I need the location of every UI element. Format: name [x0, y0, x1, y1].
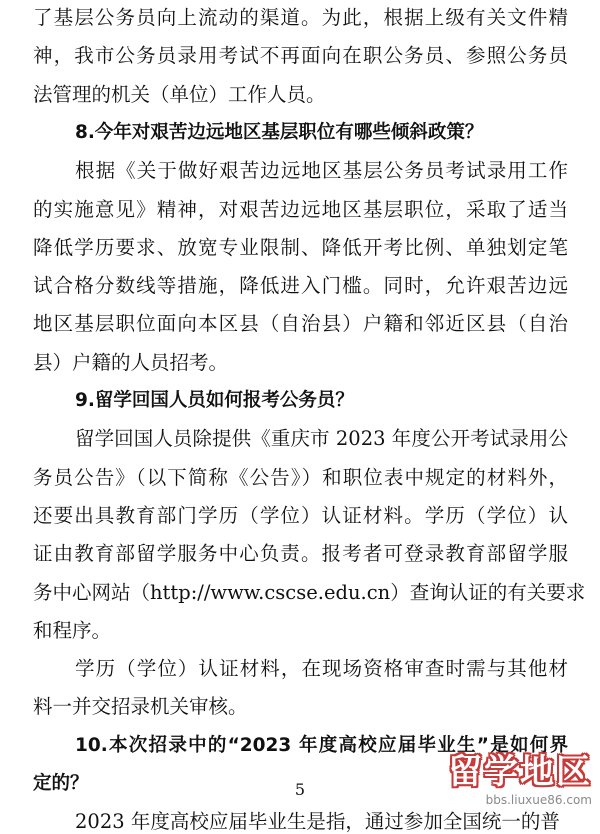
- body-text-line: 降低学历要求、放宽专业限制、降低开考比例、单独划定笔: [33, 235, 568, 259]
- body-text-line: 2023 年度高校应届毕业生是指，通过参加全国统一的普: [75, 810, 560, 834]
- body-text-line: 的实施意见》精神，对艰苦边远地区基层职位，采取了适当: [33, 197, 568, 221]
- section-heading-line: 8.今年对艰苦边远地区基层职位有哪些倾斜政策？: [75, 121, 484, 143]
- body-text-line: 法管理的机关（单位）工作人员。: [33, 82, 326, 106]
- watermark-logo: 留学地区: [448, 752, 592, 792]
- body-text-line: 了基层公务员向上流动的渠道。为此，根据上级有关文件精: [33, 6, 568, 29]
- section-heading-line: 10.本次招录中的“2023 年度高校应届毕业生”是如何界: [75, 734, 568, 756]
- page-number: 5: [294, 780, 306, 799]
- watermark-url: bbs.liuxue86.com: [485, 793, 592, 807]
- body-text-line: 和程序。: [33, 618, 112, 642]
- body-text-line: 学历（学位）认证材料，在现场资格审查时需与其他材: [75, 657, 568, 681]
- site-watermark: [422, 752, 592, 814]
- body-text-line: 还要出具教育部门学历（学位）认证材料。学历（学位）认: [33, 503, 568, 527]
- body-text-line: 留学回国人员除提供《重庆市 2023 年度公开考试录用公: [75, 427, 568, 451]
- body-text-line: 神，我市公务员录用考试不再面向在职公务员、参照公务员: [33, 44, 568, 68]
- section-heading-line: 定的？: [33, 773, 89, 794]
- body-text-line: 根据《关于做好艰苦边远地区基层公务员考试录用工作: [75, 159, 568, 183]
- body-text-line: 务中心网站（http://www.cscse.edu.cn）查询认证的有关要求: [33, 580, 586, 604]
- body-text-line: 料一并交招录机关审核。: [33, 695, 248, 719]
- body-text-line: 证由教育部留学服务中心负责。报考者可登录教育部留学服: [33, 542, 568, 566]
- section-heading-line: 9.留学回国人员如何报考公务员？: [75, 390, 354, 411]
- body-text-line: 务员公告》（以下简称《公告》）和职位表中规定的材料外，: [33, 465, 568, 489]
- body-text-line: 试合格分数线等措施，降低进入门槛。同时，允许艰苦边远: [33, 274, 568, 298]
- body-text-line: 地区基层职位面向本区县（自治县）户籍和邻近区县（自治: [33, 312, 568, 336]
- body-text-line: 县）户籍的人员招考。: [33, 350, 229, 374]
